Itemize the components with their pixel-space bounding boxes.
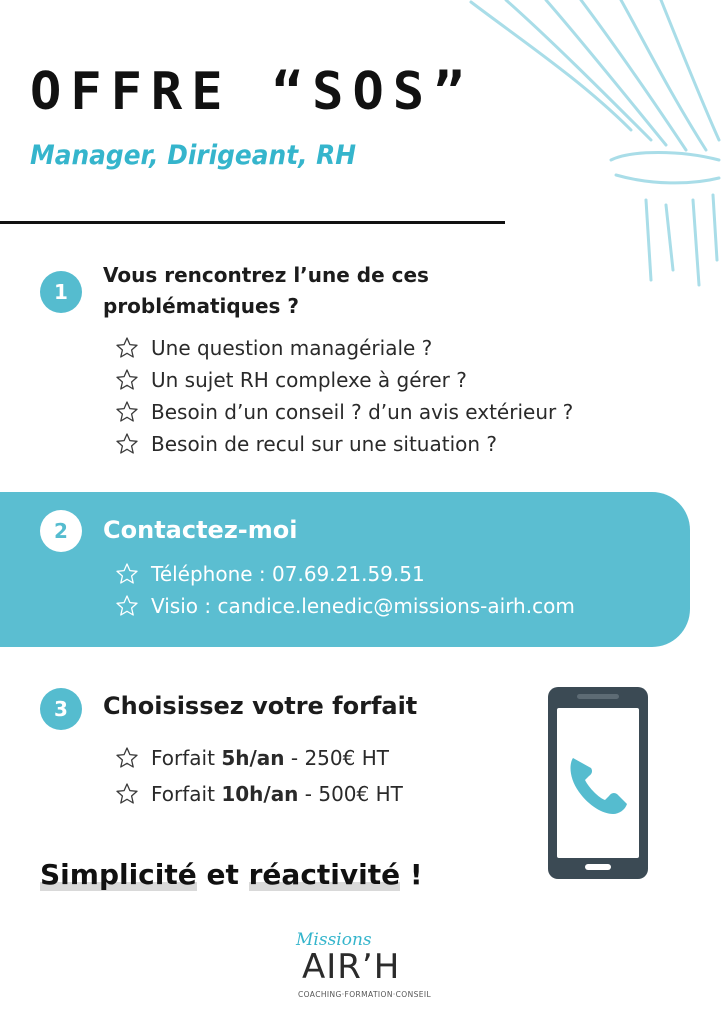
section-1-title-line2: problématiques ? (103, 294, 299, 318)
page-title: OFFRE “SOS” (30, 62, 474, 122)
logo-script: Missions (296, 930, 372, 950)
star-outline-icon (115, 594, 139, 618)
star-outline-icon (115, 562, 139, 586)
section-2-title: Contactez-moi (103, 516, 298, 544)
list-item-text: Un sujet RH complexe à gérer ? (151, 368, 467, 392)
tagline: Simplicité et réactivité ! (40, 858, 423, 891)
smartphone-icon (547, 686, 649, 880)
list-item (115, 558, 575, 590)
step-3-badge: 3 (40, 688, 82, 730)
contact-band (0, 492, 690, 647)
list-item (115, 740, 403, 776)
step-1-badge: 1 (40, 271, 82, 313)
section-1-title-line1: Vous rencontrez l’une de ces (103, 263, 429, 287)
logo-main: AIR’H (302, 947, 401, 987)
decorative-sketch-lines (461, 0, 721, 290)
list-item (115, 428, 573, 460)
section-2-list (115, 558, 575, 622)
star-outline-icon (115, 368, 139, 392)
list-item-text: Besoin d’un conseil ? d’un avis extérieur ? (151, 400, 574, 424)
title-divider (0, 221, 505, 224)
logo-tagline: COACHING·FORMATION·CONSEIL (298, 990, 432, 999)
contact-phone[interactable]: Téléphone : 07.69.21.59.51 (151, 562, 425, 586)
star-outline-icon (115, 782, 139, 806)
star-outline-icon (115, 336, 139, 360)
star-outline-icon (115, 746, 139, 770)
list-item (115, 332, 573, 364)
section-3-list (115, 740, 403, 812)
step-2-badge: 2 (40, 510, 82, 552)
list-item (115, 590, 575, 622)
star-outline-icon (115, 432, 139, 456)
section-1-list (115, 332, 573, 460)
list-item-text: Besoin de recul sur une situation ? (151, 432, 498, 456)
missions-airh-logo (296, 930, 431, 1002)
forfait-1: Forfait 5h/an - 250€ HT (151, 746, 389, 770)
star-outline-icon (115, 400, 139, 424)
section-1-title (103, 260, 429, 322)
forfait-2: Forfait 10h/an - 500€ HT (151, 782, 403, 806)
list-item (115, 364, 573, 396)
contact-email[interactable]: Visio : candice.lenedic@missions-airh.com (151, 594, 575, 618)
page-subtitle: Manager, Dirigeant, RH (30, 140, 357, 171)
section-3-title: Choisissez votre forfait (103, 692, 418, 720)
list-item-text: Une question managériale ? (151, 336, 433, 360)
list-item (115, 776, 403, 812)
list-item (115, 396, 573, 428)
